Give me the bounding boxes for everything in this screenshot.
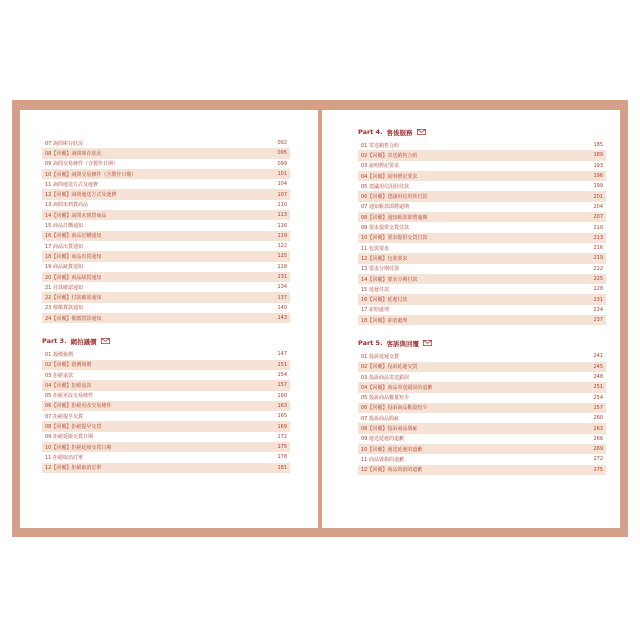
toc-entry (42, 411, 290, 421)
toc-entry-page: 231 (593, 296, 603, 303)
toc-entry (358, 274, 606, 284)
toc-entry (42, 292, 290, 302)
toc-entry-title: 05 建議用信用狀付款 (361, 183, 409, 190)
section-heading (358, 335, 606, 351)
toc-entry-title: 04【回覆】拒絕退款 (45, 382, 92, 389)
toc-entry-title: 15 商品訂購通知 (45, 223, 83, 230)
book-spread (12, 100, 628, 537)
toc-entry-title: 09 運送延遲的道歉 (361, 436, 404, 443)
toc-entry-title: 22【回覆】付款確認通知 (45, 295, 102, 302)
toc-entry-page: 204 (593, 203, 603, 210)
toc-entry (42, 442, 290, 452)
toc-entry-page: 092 (277, 140, 287, 147)
toc-entry-title: 13 詢問未到貨商品 (45, 202, 88, 209)
toc-entry-title: 10【回覆】運送延遲的道歉 (361, 446, 423, 453)
toc-entry-page: 137 (277, 294, 287, 301)
toc-entry-page: 095 (277, 150, 287, 157)
toc-entry-title: 10【回覆】詢問交易條件（含製作日期） (45, 171, 137, 178)
toc-entry-page: 147 (277, 351, 287, 358)
envelope-icon (423, 340, 432, 346)
toc-entry-page: 189 (593, 152, 603, 159)
toc-entry (358, 264, 606, 274)
toc-entry (42, 241, 290, 251)
toc-entry-page: 131 (277, 274, 287, 280)
toc-entry-page: 181 (277, 464, 287, 471)
toc-entry-title: 11 包裝要求 (361, 245, 389, 252)
toc-entry (42, 138, 290, 148)
section-heading (42, 333, 290, 349)
toc-entry-title: 12【回覆】商品毀損的道歉 (361, 467, 423, 474)
toc-entry (358, 382, 606, 392)
toc-entry-title: 01 殺價報價 (45, 351, 73, 358)
toc-entry (358, 243, 606, 253)
toc-entry-title: 23 催繳貨款通知 (45, 305, 83, 312)
toc-entry-title: 06【回覆】建議用信用狀付款 (361, 194, 428, 201)
toc-entry-page: 245 (593, 363, 603, 370)
toc-entry-title: 17 索賠處理 (361, 307, 389, 314)
toc-entry (358, 465, 606, 475)
toc-entry-page: 175 (277, 444, 287, 451)
toc-entry (358, 403, 606, 413)
toc-entry (42, 159, 290, 169)
toc-entry-title: 24【回覆】催繳貨款通知 (45, 315, 102, 322)
toc-entry-page: 154 (277, 372, 287, 379)
toc-entry (358, 161, 606, 171)
section-title: 網拍議價 (70, 337, 97, 346)
toc-entry (358, 233, 606, 243)
toc-entry (42, 303, 290, 313)
toc-entry (42, 463, 290, 473)
toc-entry-page: 222 (593, 265, 603, 272)
toc-entry-title: 20【回覆】商品缺貨通知 (45, 274, 102, 281)
toc-entry-title: 03 投訴商品寄送錯誤 (361, 374, 409, 381)
toc-entry-page: 196 (593, 173, 603, 180)
toc-entry-page: 140 (277, 304, 287, 311)
toc-entry (358, 191, 606, 201)
toc-entry-title: 08【回覆】通知帳款即將逾期 (361, 214, 428, 221)
toc-entry-page: 207 (593, 214, 603, 221)
toc-entry-title: 05 拒絕更改交易條件 (45, 393, 93, 400)
toc-entry-title: 07 拒絕提早交貨 (45, 413, 83, 420)
toc-entry-title: 07 投訴商品瑕疵 (361, 415, 399, 422)
toc-entry-title: 03 拒絕退款 (45, 372, 73, 379)
section-part-label: Part 5. (358, 339, 383, 348)
toc-entry-page: 113 (277, 212, 287, 219)
toc-entry (358, 315, 606, 325)
toc-entry (42, 452, 290, 462)
toc-entry (42, 272, 290, 282)
toc-entry (358, 181, 606, 191)
toc-entry (358, 140, 606, 150)
toc-entry-page: 165 (277, 413, 287, 420)
toc-entry-page: 225 (593, 276, 603, 282)
toc-column-left (42, 138, 290, 473)
toc-column-right (358, 124, 606, 475)
toc-entry-page: 213 (593, 234, 603, 241)
toc-entry-title: 03 說明標記要求 (361, 163, 399, 170)
toc-entry (358, 212, 606, 222)
toc-entry-page: 257 (593, 404, 603, 411)
toc-entry-page: 210 (593, 224, 603, 231)
toc-entry-title: 12【回覆】詢問運送方式及運費 (45, 192, 117, 199)
toc-entry-title: 16【回覆】商品訂購通知 (45, 233, 102, 240)
toc-entry-page: 234 (593, 306, 603, 313)
toc-entry-title: 14【回覆】詢問未到貨商品 (45, 212, 107, 219)
toc-entry-page: 241 (593, 353, 603, 360)
toc-entry-page: 128 (277, 263, 287, 270)
toc-entry-page: 251 (593, 384, 603, 391)
toc-entry-title: 06【回覆】拒絕更改交易條件 (45, 403, 112, 410)
toc-entry-page: 263 (593, 425, 603, 432)
toc-entry-title: 09 要求提供交貨付款 (361, 225, 409, 232)
toc-entry (42, 179, 290, 189)
toc-entry (42, 380, 290, 390)
toc-entry (42, 432, 290, 442)
toc-entry (358, 202, 606, 212)
toc-entry-page: 216 (593, 245, 603, 252)
toc-entry-title: 11 詢問運送方式及運費 (45, 181, 98, 188)
section-heading (358, 124, 606, 140)
toc-entry-page: 134 (277, 284, 287, 291)
toc-entry (358, 393, 606, 403)
toc-entry-title: 07 通知帳款即將逾期 (361, 204, 409, 211)
toc-entry (42, 231, 290, 241)
toc-entry-page: 125 (277, 253, 287, 260)
section-part-label: Part 3. (42, 337, 67, 346)
toc-entry (42, 148, 290, 158)
toc-entry-page: 107 (277, 191, 287, 198)
toc-entry-page: 237 (593, 317, 603, 324)
toc-entry-title: 14【回覆】要求分期付款 (361, 276, 418, 283)
toc-entry (358, 253, 606, 263)
toc-entry (42, 189, 290, 199)
toc-entry-title: 07 詢問庫存狀況 (45, 140, 83, 147)
toc-entry-page: 172 (277, 433, 287, 440)
toc-entry (358, 171, 606, 181)
toc-entry-title: 02【回覆】殺價報價 (45, 362, 92, 369)
toc-entry (42, 262, 290, 272)
toc-entry-page: 169 (277, 423, 287, 430)
toc-entry-title: 04【回覆】商品寄送錯誤的道歉 (361, 384, 433, 391)
toc-entry (358, 294, 606, 304)
toc-entry-page: 160 (277, 392, 287, 399)
toc-entry (358, 351, 606, 361)
toc-entry-page: 201 (593, 193, 603, 200)
toc-entry (42, 251, 290, 261)
toc-entry-page: 275 (593, 466, 603, 473)
toc-entry-title: 05 投訴商品數量短少 (361, 395, 409, 402)
toc-entry (358, 305, 606, 315)
toc-entry-title: 17 商品出貨通知 (45, 243, 83, 250)
toc-entry (42, 401, 290, 411)
toc-entry-title: 10【回覆】要求提供交貨付款 (361, 235, 428, 242)
toc-entry-page: 185 (593, 142, 603, 149)
toc-entry-page: 193 (593, 162, 603, 169)
toc-entry (358, 413, 606, 423)
toc-entry-title: 08【回覆】投訴商品瑕疵 (361, 426, 418, 433)
toc-entry (42, 282, 290, 292)
toc-entry-title: 11 商品毀損的道歉 (361, 456, 404, 463)
toc-entry (42, 421, 290, 431)
toc-entry-title: 08【回覆】拒絕提早交貨 (45, 424, 102, 431)
toc-entry (42, 391, 290, 401)
toc-entry-title: 01 投訴延遲交貨 (361, 353, 399, 360)
toc-entry-page: 260 (593, 415, 603, 422)
toc-entry-title: 15 延遲付款 (361, 286, 389, 293)
toc-entry-title: 06【回覆】投訴商品數量短少 (361, 405, 428, 412)
toc-entry-page: 157 (277, 382, 287, 389)
toc-entry (358, 454, 606, 464)
toc-entry-title: 12【回覆】包裝要求 (361, 255, 408, 262)
toc-entry-page: 116 (277, 222, 287, 229)
envelope-icon (417, 129, 426, 135)
toc-entry (358, 372, 606, 382)
section-spacer (42, 323, 290, 333)
toc-entry-page: 163 (277, 402, 287, 409)
right-page (322, 110, 620, 528)
toc-entry (358, 150, 606, 160)
toc-entry-title: 16【回覆】延遲付款 (361, 297, 408, 304)
toc-entry-page: 178 (277, 454, 287, 461)
toc-entry-page: 219 (593, 255, 603, 262)
toc-entry-title: 09 詢問交易條件（含製作日期） (45, 161, 118, 168)
toc-entry-page: 199 (593, 183, 603, 190)
toc-entry (42, 360, 290, 370)
toc-entry (358, 423, 606, 433)
toc-entry (42, 220, 290, 230)
toc-entry (42, 349, 290, 359)
toc-entry (358, 444, 606, 454)
toc-entry-page: 101 (277, 171, 287, 178)
section-title: 客訴與回覆 (386, 339, 420, 348)
toc-entry-page: 254 (593, 394, 603, 401)
toc-entry-page: 110 (277, 201, 287, 208)
toc-entry-page: 151 (277, 361, 287, 368)
toc-entry-title: 21 付款確認通知 (45, 284, 83, 291)
section-title: 售後服務 (386, 128, 413, 137)
envelope-icon (101, 338, 110, 344)
toc-entry-page: 228 (593, 286, 603, 293)
toc-entry (42, 210, 290, 220)
left-page (20, 110, 318, 528)
toc-entry-title: 01 寄送銷售合約 (361, 142, 399, 149)
toc-entry (358, 434, 606, 444)
toc-entry (358, 362, 606, 372)
toc-entry-page: 104 (277, 181, 287, 188)
toc-entry (42, 169, 290, 179)
toc-entry-title: 19 商品缺貨通知 (45, 264, 83, 271)
toc-entry-page: 272 (593, 456, 603, 463)
toc-entry-page: 099 (277, 160, 287, 167)
toc-entry-page: 248 (593, 374, 603, 381)
toc-entry-title: 10【回覆】拒絕延緩交貨日期 (45, 444, 112, 451)
toc-entry-page: 269 (593, 446, 603, 453)
toc-entry (42, 370, 290, 380)
toc-entry-title: 11 拒絕取消訂單 (45, 454, 83, 461)
section-spacer (358, 325, 606, 335)
toc-entry-title: 02【回覆】投訴延遲交貨 (361, 364, 418, 371)
toc-entry-page: 122 (277, 243, 287, 250)
toc-entry (358, 284, 606, 294)
toc-entry-title: 18【回覆】商品出貨通知 (45, 253, 102, 260)
toc-entry-page: 119 (277, 232, 287, 239)
toc-entry-page: 266 (593, 435, 603, 442)
toc-entry-title: 04【回覆】說明標記要求 (361, 173, 418, 180)
toc-entry-title: 02【回覆】寄送銷售合約 (361, 152, 418, 159)
toc-entry (42, 313, 290, 323)
toc-entry-title: 13 要求分期付款 (361, 266, 399, 273)
toc-entry (42, 200, 290, 210)
toc-entry-page: 143 (277, 315, 287, 322)
toc-entry-title: 09 拒絕延緩交貨日期 (45, 434, 93, 441)
toc-entry-title: 08【回覆】詢問庫存狀況 (45, 150, 102, 157)
toc-entry-title: 18【回覆】索賠處理 (361, 317, 408, 324)
section-part-label: Part 4. (358, 128, 383, 136)
toc-entry (358, 222, 606, 232)
toc-entry-title: 12【回覆】拒絕取消訂單 (45, 465, 102, 472)
